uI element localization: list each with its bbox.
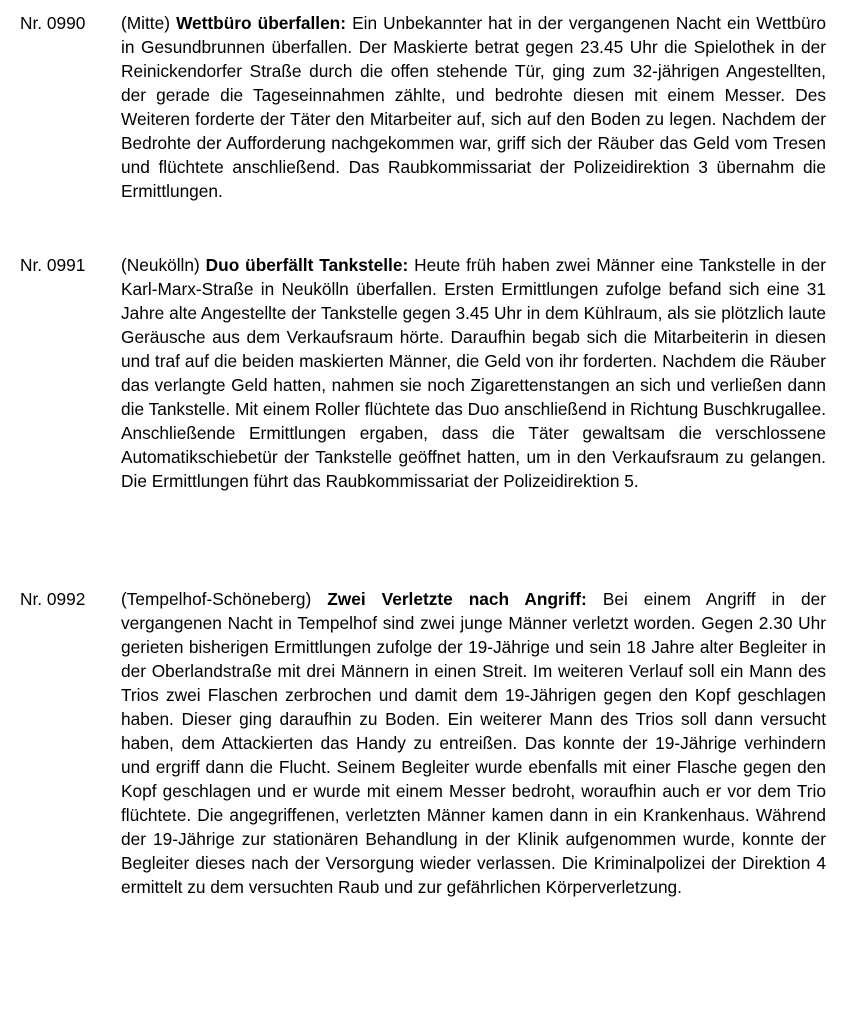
report-text: Ein Unbekannter hat in der vergangenen Nacht ein Wettbüro in Gesundbrunnen überfallen. Der Maskierte betrat gegen 23.45 Uhr die Spielothek in der Reinickendorfer Straße durch die offen stehende Tür, ging zum 32-jährigen Angestellten, der gerade die Tageseinnahmen zählte, und bedrohte diesen mit einem Messer. Des Weiteren forderte der Täter den Mitarbeiter auf, sich auf den Boden zu legen. Nachdem der Bedrohte der Aufforderung nachgekommen war, griff sich der Räuber das Geld vom Tresen und flüchtete anschließend. Das Raubkommissariat der Polizeidirektion 3 übernahm die Ermittlungen. [121, 13, 827, 201]
report-number: Nr. 0991 [20, 255, 86, 275]
report-district: (Neukölln) [121, 255, 200, 275]
report-number: Nr. 0992 [20, 589, 86, 609]
report-district: (Tempelhof-Schöneberg) [121, 589, 312, 609]
report-number: Nr. 0990 [20, 13, 86, 33]
report-district: (Mitte) [121, 13, 170, 33]
report-body [121, 11, 826, 203]
report-headline: Wettbüro überfallen: [176, 13, 346, 33]
report-body [121, 587, 826, 899]
report-headline: Zwei Verletzte nach Angriff: [327, 589, 587, 609]
report-text: Heute früh haben zwei Männer eine Tankstelle in der Karl-Marx-Straße in Neukölln überfallen. Ersten Ermittlungen zufolge befand sich eine 31 Jahre alte Angestellte der Tankstelle gegen 3.45 Uhr in dem Kühlraum, als sie plötzlich laute Geräusche aus dem Verkaufsraum hörte. Daraufhin begab sich die Mitarbeiterin in diesen und traf auf die beiden maskierten Männer, die Geld von ihr forderten. Nachdem die Räuber das verlangte Geld hatten, nahmen sie noch Zigarettenstangen an sich und verließen dann die Tankstelle. Mit einem Roller flüchtete das Duo anschließend in Richtung Buschkrugallee. Anschließende Ermittlungen ergaben, dass die Täter gewaltsam die verschlossene Automatikschiebetür der Tankstelle geöffnet hatten, um in den Verkaufsraum zu gelangen. Die Ermittlungen führt das Raubkommissariat der Polizeidirektion 5. [121, 255, 826, 491]
report-body [121, 253, 826, 493]
report-headline: Duo überfällt Tankstelle: [205, 255, 409, 275]
report-text: Bei einem Angriff in der vergangenen Nacht in Tempelhof sind zwei junge Männer verletzt worden. Gegen 2.30 Uhr gerieten bisherigen Ermittlungen zufolge der 19-Jährige und sein 18 Jahre alter Begleiter in der Oberlandstraße mit drei Männern in einen Streit. Im weiteren Verlauf soll ein Mann des Trios zwei Flaschen zerbrochen und damit dem 19-Jährigen gegen den Kopf geschlagen haben. Dieser ging daraufhin zu Boden. Ein weiterer Mann des Trios soll dann versucht haben, dem Attackierten das Handy zu entreißen. Das konnte der 19-Jährige verhindern und ergriff dann die Flucht. Seinem Begleiter wurde ebenfalls mit einer Flasche gegen den Kopf geschlagen und er wurde mit einem Messer bedroht, woraufhin auch er vor dem Trio flüchtete. Die angegriffenen, verletzten Männer kamen dann in ein Krankenhaus. Während der 19-Jährige zur stationären Behandlung in der Klinik aufgenommen wurde, konnte der Begleiter dieses nach der Versorgung wieder verlassen. Die Kriminalpolizei der Direktion 4 ermittelt zu dem versuchten Raub und zur gefährlichen Körperverletzung. [121, 589, 826, 897]
